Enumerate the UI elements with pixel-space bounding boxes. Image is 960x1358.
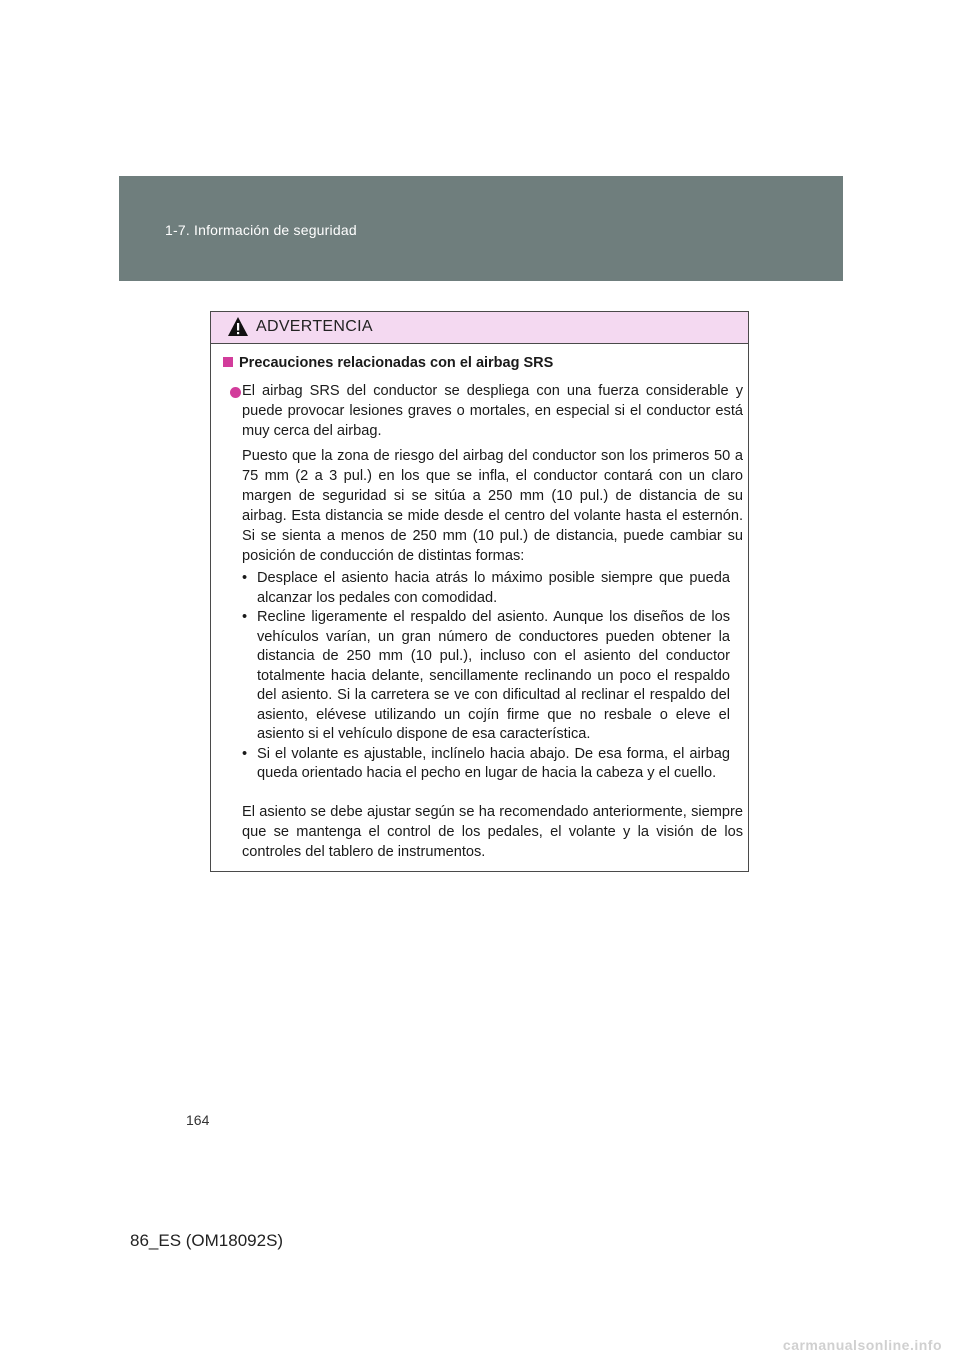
list-item-text: Desplace el asiento hacia atrás lo máximo posible siempre que pueda alcanzar los pedales con comodidad. — [257, 570, 730, 606]
warning-heading — [223, 355, 553, 371]
section-title: 1-7. Información de seguridad — [165, 222, 357, 238]
page-number: 164 — [186, 1112, 210, 1128]
document-code: 86_ES (OM18092S) — [130, 1231, 284, 1250]
warning-box — [210, 311, 749, 872]
list-item-text: Recline ligeramente el respaldo del asiento. Aunque los diseños de los vehículos varían, un gran número de conductores pueden obtener la distancia de 250 mm (10 pul.), incluso con el asiento del conductor totalmente hacia delante, sencillamente reclinando un poco el respaldo del asiento. Si la carretera se ve con dificultad al reclinar el respaldo del asiento, elévese utilizando un cojín firme que no resbale o eleve el asiento si el vehículo dispone de esa característica. — [257, 609, 730, 742]
warning-title: ADVERTENCIA — [256, 318, 373, 335]
circle-bullet-icon — [230, 387, 241, 398]
list-item-text: Si el volante es ajustable, inclínelo hacia abajo. De esa forma, el airbag queda orientado hacia el pecho en lugar de hacia la cabeza y el cuello. — [257, 745, 730, 781]
closing-paragraph: El asiento se debe ajustar según se ha recomendado anteriormente, siempre que se mantenga el control de los pedales, el volante y la visión de los controles del tablero de instrumentos. — [242, 804, 743, 860]
adjustment-list — [242, 569, 743, 784]
paragraph-2: Puesto que la zona de riesgo del airbag del conductor son los primeros 50 a 75 mm (2 a 3 pul.) en los que se infla, el conductor contará con un claro margen de seguridad si se sitúa a 250 mm (10 pul.) de distancia de su airbag. Esta distancia se mide desde el centro del volante hasta el esternón. Si se sienta a menos de 250 mm (10 pul.) de distancia, puede cambiar su posición de conducción de distintas formas: — [242, 448, 743, 564]
list-item: • Desplace el asiento hacia atrás lo máximo posible siempre que pueda alcanzar los pedales con comodidad. — [242, 570, 730, 606]
warning-heading-text: Precauciones relacionadas con el airbag SRS — [239, 355, 554, 371]
square-bullet-icon — [223, 357, 233, 367]
warning-triangle-icon — [227, 316, 249, 337]
list-item: • Recline ligeramente el respaldo del asiento. Aunque los diseños de los vehículos varían, un gran número de conductores pueden obtener la distancia de 250 mm (10 pul.), incluso con el asiento del conductor totalmente hacia delante, sencillamente reclinando un poco el respaldo del asiento. Si la carretera se ve con dificultad al reclinar el respaldo del asiento, elévese utilizando un cojín firme que no resbale o eleve el asiento si el vehículo dispone de esa característica. — [242, 609, 730, 742]
watermark: carmanualsonline.info — [782, 1337, 942, 1353]
paragraph-1: El airbag SRS del conductor se despliega con una fuerza considerable y puede provocar lesiones graves o mortales, en especial si el conductor está muy cerca del airbag. — [242, 383, 743, 439]
section-header-band — [119, 176, 843, 281]
list-item: • Si el volante es ajustable, inclínelo hacia abajo. De esa forma, el airbag queda orientado hacia el pecho en lugar de hacia la cabeza y el cuello. — [242, 745, 730, 781]
warning-header — [211, 312, 748, 344]
